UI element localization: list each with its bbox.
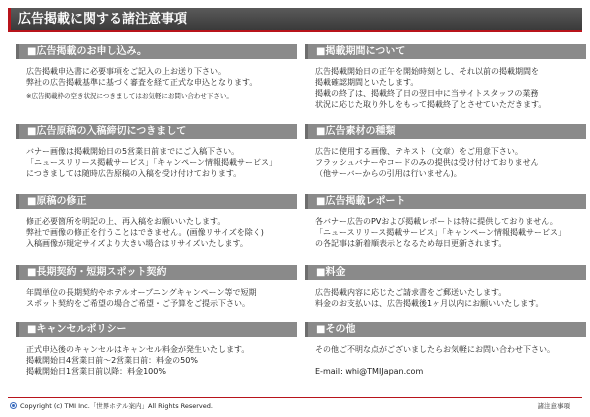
- section-body: [305, 59, 586, 110]
- section-fees: [305, 265, 586, 309]
- section-heading: ■原稿の修正: [16, 194, 297, 209]
- body-line: 「ニュースリリース掲載サービス」「キャンペーン情報掲載サービス」: [315, 228, 567, 237]
- section-heading: ■広告掲載レポート: [305, 194, 586, 209]
- copyright-text: Copyright (c) TMI Inc.「世界ホテル案内」All Rights Reserved.: [20, 402, 213, 410]
- section-heading: ■広告素材の種類: [305, 124, 586, 139]
- body-line: 正式申込後のキャンセルはキャンセル料金が発生いたします。: [26, 345, 250, 354]
- footer-divider: [8, 397, 582, 398]
- tmi-logo-icon: [10, 402, 17, 409]
- section-revision: [16, 194, 297, 249]
- section-heading: ■掲載期間について: [305, 44, 586, 59]
- body-line: 掲載開始日1営業日前以降：料金100%: [26, 367, 166, 376]
- section-body: [305, 280, 586, 309]
- body-line: 掲載開始日4営業日前〜2営業日前：料金の50%: [26, 356, 198, 365]
- body-line: 修正必要箇所を明記の上、再入稿をお願いいたします。: [26, 217, 226, 226]
- section-other: [305, 322, 586, 377]
- section-materials: [305, 124, 586, 179]
- section-heading: ■その他: [305, 322, 586, 337]
- body-line: バナー画像は掲載開始日の5営業日前までにご入稿下さい。: [26, 147, 240, 156]
- body-line: 弊社で画像の修正を行うことはできません。(画像リサイズを除く): [26, 228, 264, 237]
- body-line: 年間単位の長期契約やホテルオープニングキャンペーン等で短期: [26, 288, 257, 297]
- section-heading: ■広告掲載のお申し込み。: [16, 44, 297, 59]
- section-body: [305, 209, 586, 249]
- body-line: の各記事は新着順表示となるため毎日更新されます。: [315, 239, 507, 248]
- section-deadline: [16, 124, 297, 179]
- section-period: [305, 44, 586, 110]
- body-line: 料金のお支払いは、広告掲載後1ヶ月以内にお願いいたします。: [315, 299, 544, 308]
- body-line: 各バナー広告のPVおよび掲載レポートは特に提供しておりません。: [315, 217, 558, 226]
- section-body: [16, 139, 297, 179]
- page-title: 広告掲載に関する諸注意事項: [8, 8, 582, 32]
- section-contracts: [16, 265, 297, 309]
- body-line: 入稿画像が規定サイズより大きい場合はリサイズいたします。: [26, 239, 248, 248]
- body-line: 広告に使用する画像、テキスト（文章）をご用意下さい。: [315, 147, 523, 156]
- body-line: スポット契約をご希望の場合ご希望・ご予算をご提示下さい。: [26, 299, 250, 308]
- section-body: [305, 337, 586, 377]
- section-application: [16, 44, 297, 102]
- section-body: [16, 59, 297, 102]
- section-body: [305, 139, 586, 179]
- section-heading: ■広告原稿の入稿締切につきまして: [16, 124, 297, 139]
- footer-page-label: 諸注意事項: [537, 402, 570, 410]
- body-line: 掲載確認期間といたします。: [315, 78, 419, 87]
- email-link[interactable]: E-mail: whi@TMIJapan.com: [315, 367, 424, 376]
- footer-copyright: [10, 401, 213, 410]
- section-heading: ■料金: [305, 265, 586, 280]
- body-line: 広告掲載内容に応じたご請求書をご郵送いたします。: [315, 288, 507, 297]
- body-line: 弊社の広告掲載基準に基づく審査を経て正式な申込となります。: [26, 78, 258, 87]
- body-line: フラッシュバナーやコードのみの提供は受け付けておりません: [315, 158, 539, 167]
- section-cancel-policy: [16, 322, 297, 377]
- body-line: その他ご不明な点がございましたらお気軽にお問い合わせ下さい。: [315, 345, 555, 354]
- section-report: [305, 194, 586, 249]
- spacer: [315, 355, 586, 366]
- body-line: 広告掲載開始日の正午を開始時刻とし、それ以前の掲載期間を: [315, 67, 539, 76]
- body-line: につきましては随時広告原稿の入稿を受け付けております。: [26, 169, 242, 178]
- body-line: （他サーバーからの引用は行いません)。: [315, 169, 462, 178]
- note-line: ※広告掲載枠の空き状況につきましてはお気軽にお問い合わせ下さい。: [26, 92, 233, 100]
- section-body: [16, 280, 297, 309]
- section-body: [16, 337, 297, 377]
- body-line: 掲載の終了は、掲載終了日の翌日中に当サイトスタッフの業務: [315, 89, 539, 98]
- body-line: 「ニュースリリース掲載サービス」「キャンペーン情報掲載サービス」: [26, 158, 278, 167]
- section-heading: ■キャンセルポリシー: [16, 322, 297, 337]
- body-line: 広告掲載申込書に必要事項をご記入の上お送り下さい。: [26, 67, 226, 76]
- section-body: [16, 209, 297, 249]
- body-line: 状況に応じた取り外しをもって掲載終了とさせていただきます。: [315, 100, 547, 109]
- section-heading: ■長期契約・短期スポット契約: [16, 265, 297, 280]
